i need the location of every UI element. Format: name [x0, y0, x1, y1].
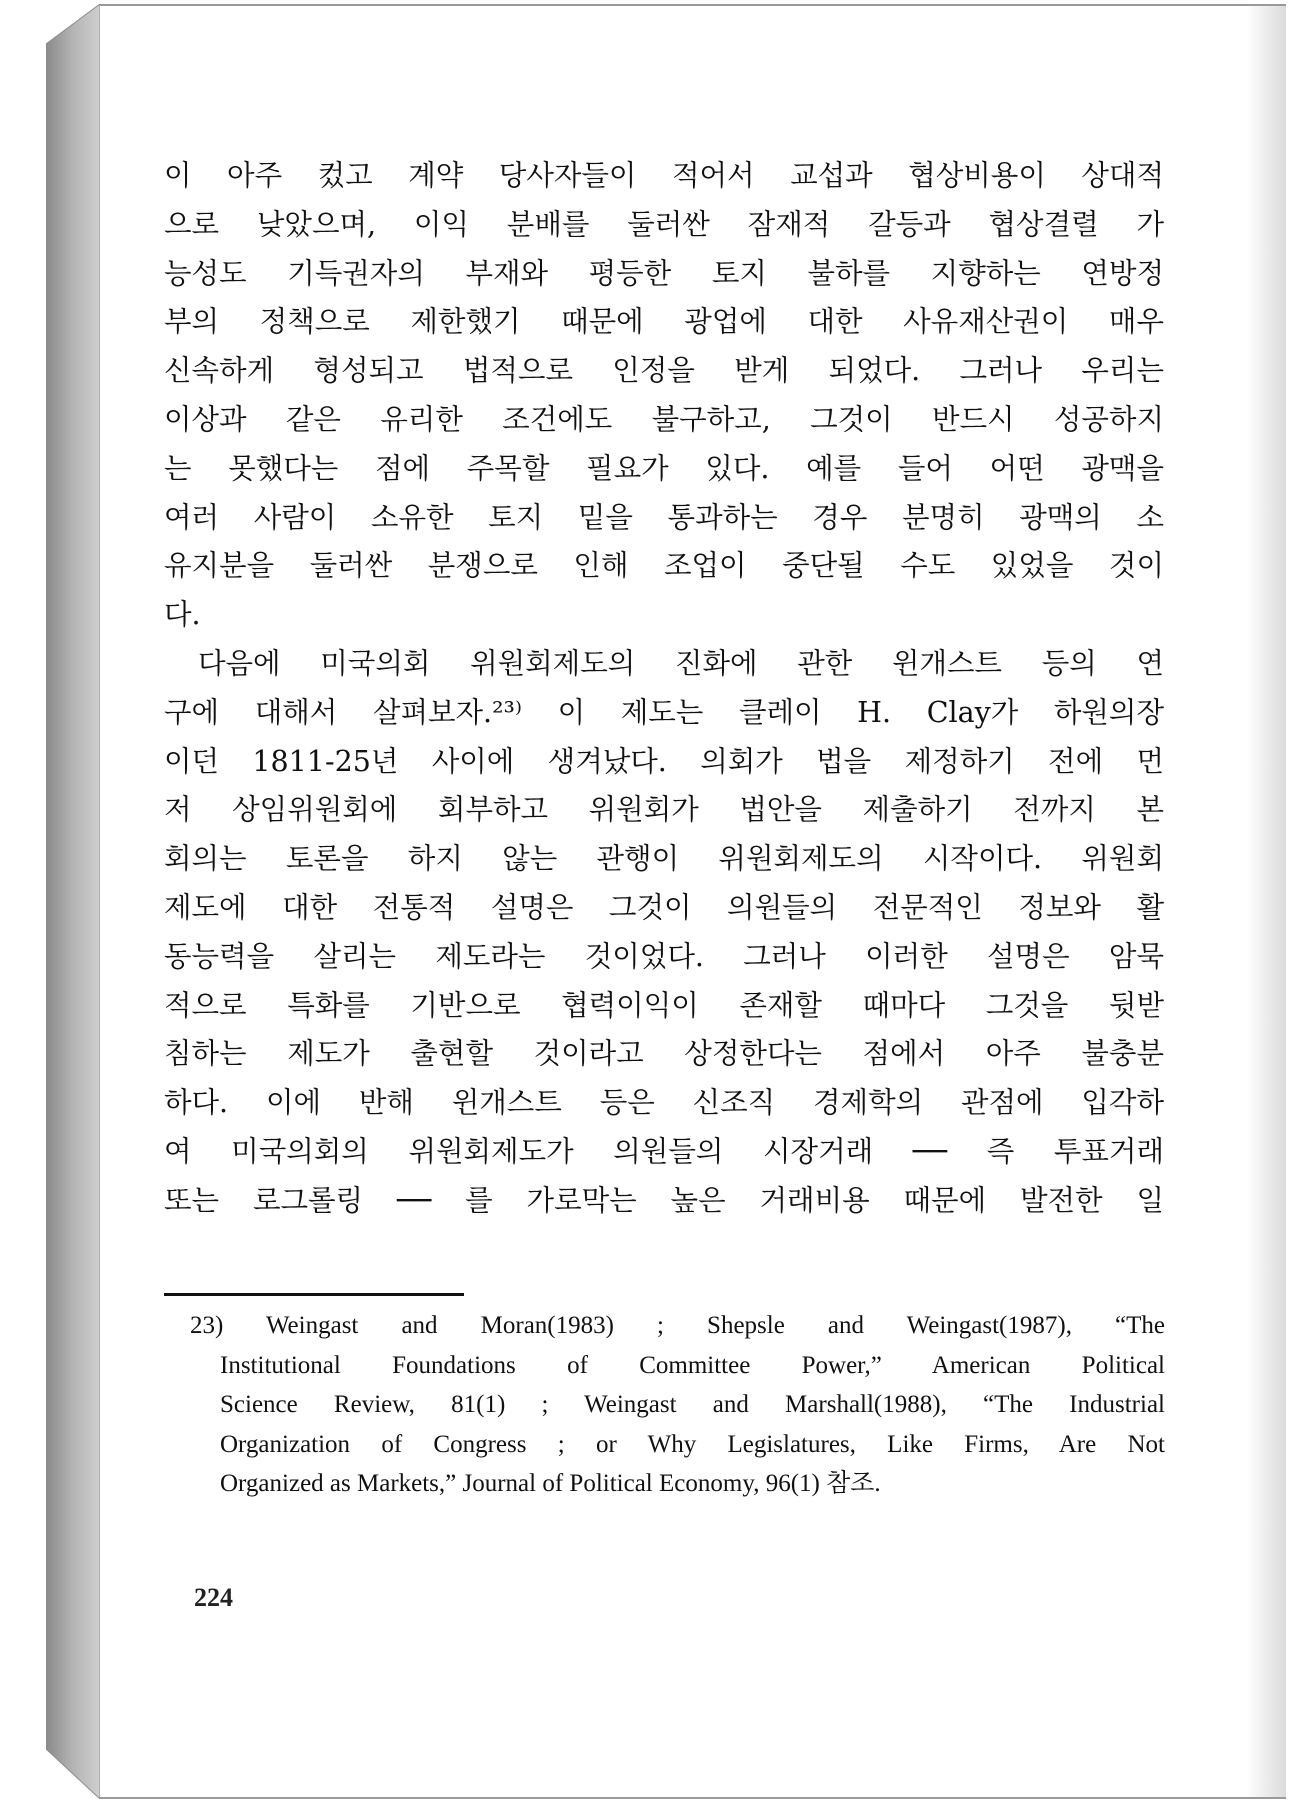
- body-line: 유지분을 둘러싼 분쟁으로 인해 조업이 중단될 수도 있었을 것이: [164, 549, 1164, 583]
- body-line: 침하는 제도가 출현할 것이라고 상정한다는 점에서 아주 불충분: [164, 1037, 1164, 1071]
- footnote-line: Science Review, 81(1) ; Weingast and Marshall(1988), “The Industrial: [220, 1391, 1165, 1418]
- body-line: 부의 정책으로 제한했기 때문에 광업에 대한 사유재산권이 매우: [164, 305, 1164, 339]
- body-line: 다음에 미국의회 위원회제도의 진화에 관한 윈개스트 등의 연: [198, 646, 1164, 680]
- body-line: 구에 대해서 살펴보자.²³⁾ 이 제도는 클레이 H. Clay가 하원의장: [164, 695, 1164, 729]
- body-line: 회의는 토론을 하지 않는 관행이 위원회제도의 시작이다. 위원회: [164, 842, 1164, 876]
- body-line: 동능력을 살리는 제도라는 것이었다. 그러나 이러한 설명은 암묵: [164, 939, 1164, 973]
- body-text: [164, 152, 1164, 1226]
- book-spine-shape: [46, 4, 102, 1799]
- page-edge-shadow: [1246, 6, 1286, 1797]
- body-line: 다.: [164, 598, 201, 632]
- body-line: 는 못했다는 점에 주목할 필요가 있다. 예를 들어 어떤 광맥을: [164, 451, 1164, 485]
- body-line: 이 아주 컸고 계약 당사자들이 적어서 교섭과 협상비용이 상대적: [164, 159, 1164, 192]
- body-line: 이던 1811-25년 사이에 생겨났다. 의회가 법을 제정하기 전에 먼: [164, 744, 1164, 778]
- book-spine: [46, 4, 102, 1799]
- body-line: 적으로 특화를 기반으로 협력이익이 존재할 때마다 그것을 뒷받: [164, 988, 1164, 1022]
- footnote-line: Organized as Markets,” Journal of Political Economy, 96(1) 참조.: [220, 1470, 881, 1497]
- body-line: 능성도 기득권자의 부재와 평등한 토지 불하를 지향하는 연방정: [164, 256, 1164, 290]
- footnote: [190, 1306, 1165, 1504]
- body-line: 신속하게 형성되고 법적으로 인정을 받게 되었다. 그러나 우리는: [164, 354, 1164, 388]
- footnote-line: 23) Weingast and Moran(1983) ; Shepsle and Weingast(1987), “The: [190, 1312, 1165, 1339]
- footnote-rule: [164, 1293, 464, 1296]
- footnote-line: Institutional Foundations of Committee Power,” American Political: [220, 1351, 1165, 1379]
- body-line: 또는 로그롤링 ── 를 가로막는 높은 거래비용 때문에 발전한 일: [164, 1183, 1164, 1217]
- body-line: 저 상임위원회에 회부하고 위원회가 법안을 제출하기 전까지 본: [164, 793, 1164, 827]
- page-number: 224: [194, 1583, 233, 1612]
- body-line: 여 미국의회의 위원회제도가 의원들의 시장거래 ── 즉 투표거래: [164, 1134, 1164, 1168]
- body-line: 하다. 이에 반해 윈개스트 등은 신조직 경제학의 관점에 입각하: [164, 1086, 1164, 1120]
- footnote-line: Organization of Congress ; or Why Legislatures, Like Firms, Are Not: [220, 1430, 1165, 1458]
- body-line: 여러 사람이 소유한 토지 밑을 통과하는 경우 분명히 광맥의 소: [164, 500, 1164, 534]
- body-line: 제도에 대한 전통적 설명은 그것이 의원들의 전문적인 정보와 활: [164, 890, 1164, 924]
- body-line: 이상과 같은 유리한 조건에도 불구하고, 그것이 반드시 성공하지: [164, 402, 1164, 436]
- body-line: 으로 낮았으며, 이익 분배를 둘러싼 잠재적 갈등과 협상결렬 가: [164, 207, 1164, 241]
